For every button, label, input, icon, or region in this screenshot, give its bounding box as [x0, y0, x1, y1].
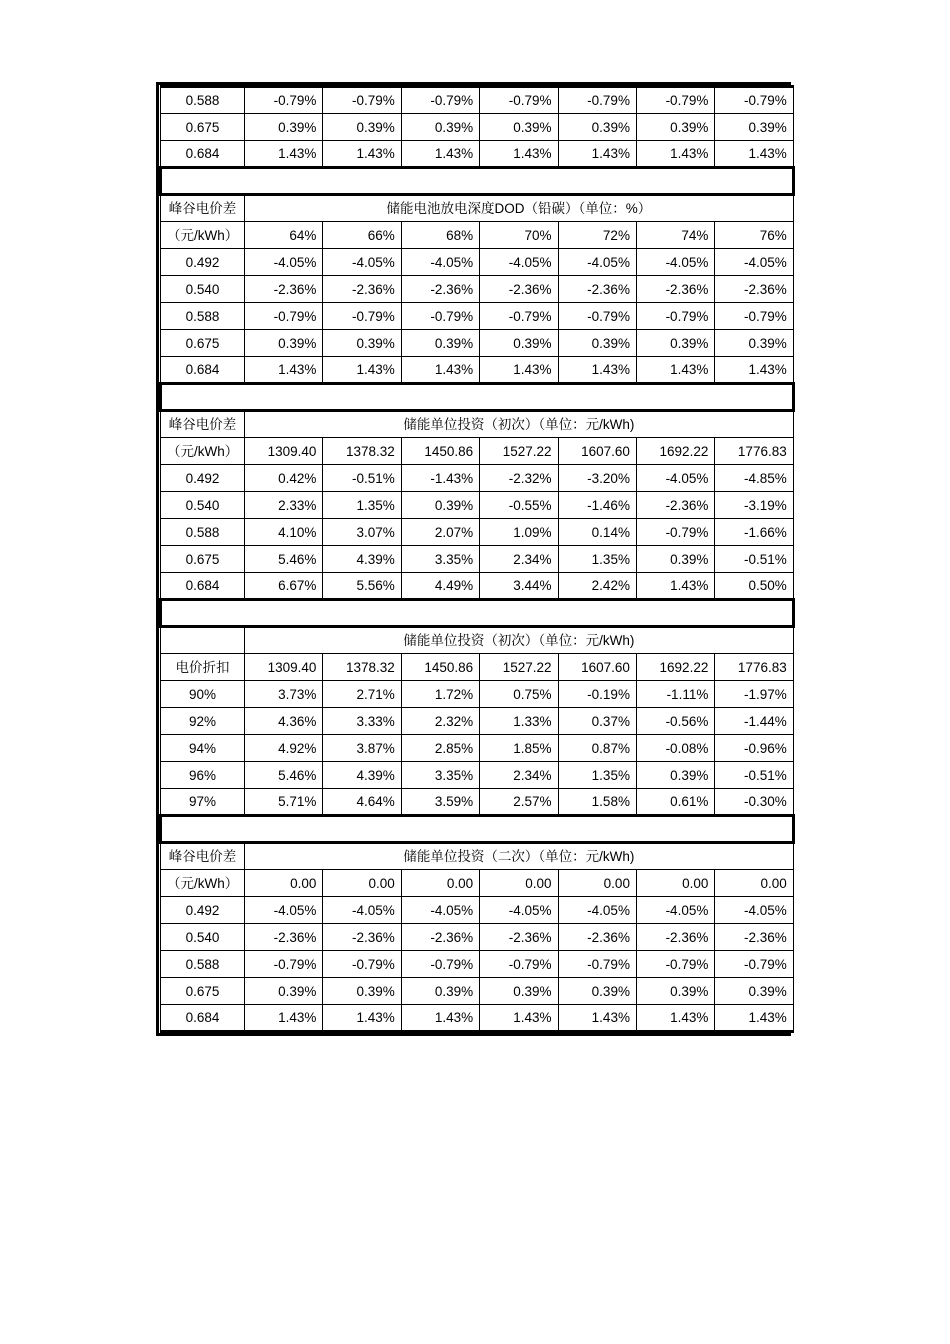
data-cell: -2.36%	[558, 276, 636, 303]
data-cell: 0.39%	[715, 978, 793, 1005]
data-cell: 0.39%	[636, 114, 714, 141]
data-cell: -2.36%	[558, 924, 636, 951]
data-cell: 1.43%	[245, 1005, 323, 1032]
spacer-cell	[161, 816, 794, 843]
data-cell: 1.43%	[715, 1005, 793, 1032]
data-cell: 0.39%	[480, 330, 558, 357]
column-header-cell: 70%	[480, 222, 558, 249]
data-cell: 1.43%	[323, 141, 401, 168]
data-cell: -0.08%	[636, 735, 714, 762]
data-cell: -0.79%	[245, 951, 323, 978]
column-header-cell: 1776.83	[715, 438, 793, 465]
data-cell: 0.39%	[323, 330, 401, 357]
data-cell: -0.51%	[715, 762, 793, 789]
data-cell: 1.43%	[323, 1005, 401, 1032]
data-cell: -0.79%	[636, 519, 714, 546]
section-corner-label-top	[161, 627, 245, 654]
data-cell: -0.79%	[715, 303, 793, 330]
data-cell: 1.43%	[245, 357, 323, 384]
data-cell: -0.79%	[715, 87, 793, 114]
data-cell: -0.79%	[245, 303, 323, 330]
section-title: 储能单位投资（二次）（单位：元/kWh)	[245, 843, 794, 870]
data-cell: 0.39%	[636, 546, 714, 573]
data-cell: -0.79%	[401, 951, 479, 978]
data-cell: 1.43%	[401, 1005, 479, 1032]
data-cell: -0.79%	[715, 951, 793, 978]
row-label-cell: 0.540	[161, 276, 245, 303]
data-cell: -4.05%	[715, 897, 793, 924]
data-cell: -3.20%	[558, 465, 636, 492]
data-cell: 3.33%	[323, 708, 401, 735]
data-cell: -0.79%	[245, 87, 323, 114]
data-cell: 0.39%	[715, 330, 793, 357]
data-cell: -4.05%	[636, 465, 714, 492]
table-row	[161, 303, 794, 330]
data-cell: -2.36%	[715, 924, 793, 951]
column-header-cell: 1776.83	[715, 654, 793, 681]
data-cell: 5.56%	[323, 573, 401, 600]
data-cell: 5.71%	[245, 789, 323, 816]
data-cell: 0.14%	[558, 519, 636, 546]
data-cell: 0.39%	[558, 114, 636, 141]
data-cell: 0.39%	[245, 330, 323, 357]
spreadsheet-table-region	[156, 82, 791, 1036]
data-cell: 6.67%	[245, 573, 323, 600]
row-label-cell: 0.492	[161, 249, 245, 276]
section-spacer-row	[161, 168, 794, 195]
data-cell: 2.34%	[480, 546, 558, 573]
table-row	[161, 357, 794, 384]
section-spacer-row	[161, 600, 794, 627]
column-header-cell: 0.00	[401, 870, 479, 897]
table-row	[161, 951, 794, 978]
data-cell: 0.39%	[480, 978, 558, 1005]
section-spacer-row	[161, 816, 794, 843]
table-row	[161, 573, 794, 600]
column-header-cell: 1378.32	[323, 654, 401, 681]
row-label-cell: 96%	[161, 762, 245, 789]
section-title-row	[161, 195, 794, 222]
data-cell: 0.39%	[715, 114, 793, 141]
data-cell: 3.73%	[245, 681, 323, 708]
data-cell: 0.39%	[401, 330, 479, 357]
table-row	[161, 465, 794, 492]
data-grid-body	[161, 87, 794, 1032]
column-header-cell: 72%	[558, 222, 636, 249]
data-cell: 1.43%	[715, 357, 793, 384]
data-cell: -0.51%	[323, 465, 401, 492]
section-title: 储能单位投资（初次）（单位：元/kWh)	[245, 627, 794, 654]
section-header-row	[161, 438, 794, 465]
data-cell: -4.85%	[715, 465, 793, 492]
column-header-cell: 1450.86	[401, 438, 479, 465]
data-cell: -4.05%	[636, 249, 714, 276]
data-cell: 0.39%	[245, 978, 323, 1005]
data-cell: 1.43%	[636, 357, 714, 384]
section-title-row	[161, 627, 794, 654]
data-cell: -4.05%	[480, 249, 558, 276]
section-title-row	[161, 411, 794, 438]
data-cell: -0.51%	[715, 546, 793, 573]
data-cell: 3.35%	[401, 762, 479, 789]
data-cell: 0.39%	[245, 114, 323, 141]
column-header-cell: 1378.32	[323, 438, 401, 465]
data-cell: 2.85%	[401, 735, 479, 762]
data-cell: 2.32%	[401, 708, 479, 735]
data-cell: 1.58%	[558, 789, 636, 816]
column-header-cell: 68%	[401, 222, 479, 249]
row-label-cell: 90%	[161, 681, 245, 708]
column-header-cell: 76%	[715, 222, 793, 249]
data-cell: -0.55%	[480, 492, 558, 519]
data-cell: 1.43%	[636, 1005, 714, 1032]
data-cell: -4.05%	[636, 897, 714, 924]
table-row	[161, 789, 794, 816]
data-cell: -2.36%	[245, 924, 323, 951]
data-cell: -1.43%	[401, 465, 479, 492]
data-cell: -4.05%	[558, 249, 636, 276]
data-cell: -1.46%	[558, 492, 636, 519]
section-title: 储能电池放电深度DOD（铅碳）（单位：%）	[245, 195, 794, 222]
column-header-cell: 1607.60	[558, 438, 636, 465]
data-cell: -0.79%	[323, 303, 401, 330]
data-cell: 0.39%	[636, 762, 714, 789]
data-cell: 0.39%	[636, 330, 714, 357]
section-spacer-row	[161, 384, 794, 411]
spacer-cell	[161, 168, 794, 195]
data-cell: -2.36%	[245, 276, 323, 303]
row-label-cell: 0.675	[161, 330, 245, 357]
column-header-cell: 1692.22	[636, 654, 714, 681]
data-cell: -2.36%	[636, 492, 714, 519]
data-cell: -4.05%	[401, 249, 479, 276]
row-label-cell: 0.684	[161, 1005, 245, 1032]
table-row	[161, 114, 794, 141]
table-row	[161, 249, 794, 276]
data-cell: -0.79%	[636, 303, 714, 330]
column-header-cell: 1692.22	[636, 438, 714, 465]
data-cell: 2.71%	[323, 681, 401, 708]
data-cell: -2.36%	[480, 276, 558, 303]
data-cell: -1.97%	[715, 681, 793, 708]
data-cell: 0.39%	[401, 978, 479, 1005]
column-header-cell: 1309.40	[245, 438, 323, 465]
table-row	[161, 978, 794, 1005]
row-label-cell: 0.588	[161, 87, 245, 114]
data-cell: 0.39%	[323, 114, 401, 141]
data-cell: 0.37%	[558, 708, 636, 735]
data-cell: -3.19%	[715, 492, 793, 519]
table-row	[161, 519, 794, 546]
data-cell: 2.33%	[245, 492, 323, 519]
data-cell: 1.43%	[558, 141, 636, 168]
data-cell: -2.36%	[323, 276, 401, 303]
table-row	[161, 897, 794, 924]
data-cell: -2.32%	[480, 465, 558, 492]
spacer-cell	[161, 600, 794, 627]
data-cell: 1.09%	[480, 519, 558, 546]
data-cell: 0.39%	[558, 978, 636, 1005]
data-cell: 3.44%	[480, 573, 558, 600]
column-header-cell: 0.00	[636, 870, 714, 897]
data-cell: -4.05%	[323, 249, 401, 276]
data-cell: -0.19%	[558, 681, 636, 708]
data-cell: -4.05%	[558, 897, 636, 924]
data-cell: 4.10%	[245, 519, 323, 546]
data-cell: -2.36%	[323, 924, 401, 951]
section-header-row	[161, 222, 794, 249]
data-cell: 0.39%	[401, 114, 479, 141]
data-cell: 1.43%	[715, 141, 793, 168]
row-label-cell: 0.675	[161, 114, 245, 141]
section-corner-label-bottom: （元/kWh）	[161, 870, 245, 897]
row-label-cell: 0.540	[161, 924, 245, 951]
column-header-cell: 1527.22	[480, 438, 558, 465]
data-cell: 4.39%	[323, 762, 401, 789]
data-cell: 3.59%	[401, 789, 479, 816]
column-header-cell: 0.00	[323, 870, 401, 897]
table-row	[161, 546, 794, 573]
data-cell: -0.79%	[558, 951, 636, 978]
data-cell: 1.35%	[558, 762, 636, 789]
column-header-cell: 74%	[636, 222, 714, 249]
section-corner-label-bottom: 电价折扣	[161, 654, 245, 681]
row-label-cell: 0.588	[161, 951, 245, 978]
data-cell: 2.42%	[558, 573, 636, 600]
row-label-cell: 92%	[161, 708, 245, 735]
data-cell: 0.39%	[480, 114, 558, 141]
row-label-cell: 0.492	[161, 465, 245, 492]
data-cell: 2.07%	[401, 519, 479, 546]
data-cell: -4.05%	[401, 897, 479, 924]
data-cell: 5.46%	[245, 546, 323, 573]
table-row	[161, 141, 794, 168]
data-cell: -0.56%	[636, 708, 714, 735]
data-cell: -0.79%	[323, 87, 401, 114]
data-cell: -0.79%	[558, 87, 636, 114]
data-cell: 1.43%	[401, 357, 479, 384]
section-header-row	[161, 870, 794, 897]
data-cell: -4.05%	[323, 897, 401, 924]
data-cell: 4.36%	[245, 708, 323, 735]
data-cell: 2.57%	[480, 789, 558, 816]
data-cell: -2.36%	[636, 276, 714, 303]
section-title-row	[161, 843, 794, 870]
data-cell: 1.43%	[245, 141, 323, 168]
data-cell: -0.79%	[558, 303, 636, 330]
data-cell: 1.35%	[558, 546, 636, 573]
data-cell: 1.43%	[480, 141, 558, 168]
data-cell: -1.11%	[636, 681, 714, 708]
table-row	[161, 276, 794, 303]
data-cell: -0.79%	[480, 951, 558, 978]
data-cell: 3.87%	[323, 735, 401, 762]
column-header-cell: 1309.40	[245, 654, 323, 681]
table-row	[161, 1005, 794, 1032]
data-cell: 1.72%	[401, 681, 479, 708]
table-row	[161, 708, 794, 735]
row-label-cell: 97%	[161, 789, 245, 816]
data-cell: -0.96%	[715, 735, 793, 762]
column-header-cell: 1450.86	[401, 654, 479, 681]
data-cell: 1.43%	[323, 357, 401, 384]
row-label-cell: 0.588	[161, 303, 245, 330]
data-cell: 3.35%	[401, 546, 479, 573]
row-label-cell: 0.540	[161, 492, 245, 519]
data-cell: 1.43%	[558, 357, 636, 384]
data-cell: -2.36%	[715, 276, 793, 303]
column-header-cell: 1527.22	[480, 654, 558, 681]
data-cell: -1.44%	[715, 708, 793, 735]
data-cell: 4.64%	[323, 789, 401, 816]
data-cell: -0.79%	[636, 87, 714, 114]
row-label-cell: 0.684	[161, 573, 245, 600]
data-cell: 2.34%	[480, 762, 558, 789]
data-cell: -0.79%	[480, 87, 558, 114]
section-corner-label-bottom: （元/kWh）	[161, 438, 245, 465]
data-cell: -2.36%	[480, 924, 558, 951]
row-label-cell: 0.588	[161, 519, 245, 546]
table-row	[161, 924, 794, 951]
data-cell: -0.79%	[401, 87, 479, 114]
data-cell: -2.36%	[636, 924, 714, 951]
column-header-cell: 0.00	[480, 870, 558, 897]
data-cell: 0.39%	[401, 492, 479, 519]
data-cell: 0.75%	[480, 681, 558, 708]
spacer-cell	[161, 384, 794, 411]
data-cell: 0.39%	[636, 978, 714, 1005]
column-header-cell: 66%	[323, 222, 401, 249]
table-row	[161, 735, 794, 762]
table-row	[161, 87, 794, 114]
data-cell: -0.79%	[636, 951, 714, 978]
column-header-cell: 0.00	[715, 870, 793, 897]
table-row	[161, 762, 794, 789]
data-cell: -2.36%	[401, 276, 479, 303]
data-cell: -4.05%	[245, 897, 323, 924]
data-cell: 1.43%	[480, 1005, 558, 1032]
column-header-cell: 1607.60	[558, 654, 636, 681]
section-corner-label-top: 峰谷电价差	[161, 195, 245, 222]
column-header-cell: 0.00	[558, 870, 636, 897]
data-cell: 1.43%	[636, 573, 714, 600]
data-grid	[159, 85, 795, 1033]
row-label-cell: 94%	[161, 735, 245, 762]
data-cell: 0.42%	[245, 465, 323, 492]
data-cell: -4.05%	[715, 249, 793, 276]
data-cell: 0.50%	[715, 573, 793, 600]
data-cell: 0.61%	[636, 789, 714, 816]
data-cell: 1.33%	[480, 708, 558, 735]
section-corner-label-top: 峰谷电价差	[161, 843, 245, 870]
data-cell: 4.49%	[401, 573, 479, 600]
data-cell: 1.85%	[480, 735, 558, 762]
data-cell: 4.39%	[323, 546, 401, 573]
row-label-cell: 0.675	[161, 978, 245, 1005]
table-row	[161, 681, 794, 708]
table-row	[161, 492, 794, 519]
data-cell: -0.30%	[715, 789, 793, 816]
data-cell: -1.66%	[715, 519, 793, 546]
data-cell: 1.43%	[558, 1005, 636, 1032]
data-cell: 1.43%	[636, 141, 714, 168]
row-label-cell: 0.492	[161, 897, 245, 924]
data-cell: 0.39%	[558, 330, 636, 357]
data-cell: 1.43%	[480, 357, 558, 384]
row-label-cell: 0.684	[161, 141, 245, 168]
table-row	[161, 330, 794, 357]
data-cell: -0.79%	[401, 303, 479, 330]
section-header-row	[161, 654, 794, 681]
data-cell: 4.92%	[245, 735, 323, 762]
data-cell: -0.79%	[323, 951, 401, 978]
data-cell: 3.07%	[323, 519, 401, 546]
section-corner-label-top: 峰谷电价差	[161, 411, 245, 438]
data-cell: 1.35%	[323, 492, 401, 519]
column-header-cell: 64%	[245, 222, 323, 249]
column-header-cell: 0.00	[245, 870, 323, 897]
data-cell: -4.05%	[245, 249, 323, 276]
data-cell: 0.87%	[558, 735, 636, 762]
row-label-cell: 0.675	[161, 546, 245, 573]
row-label-cell: 0.684	[161, 357, 245, 384]
section-corner-label-bottom: （元/kWh）	[161, 222, 245, 249]
data-cell: -4.05%	[480, 897, 558, 924]
data-cell: 0.39%	[323, 978, 401, 1005]
data-cell: 1.43%	[401, 141, 479, 168]
section-title: 储能单位投资（初次）（单位：元/kWh)	[245, 411, 794, 438]
data-cell: -0.79%	[480, 303, 558, 330]
data-cell: -2.36%	[401, 924, 479, 951]
data-cell: 5.46%	[245, 762, 323, 789]
